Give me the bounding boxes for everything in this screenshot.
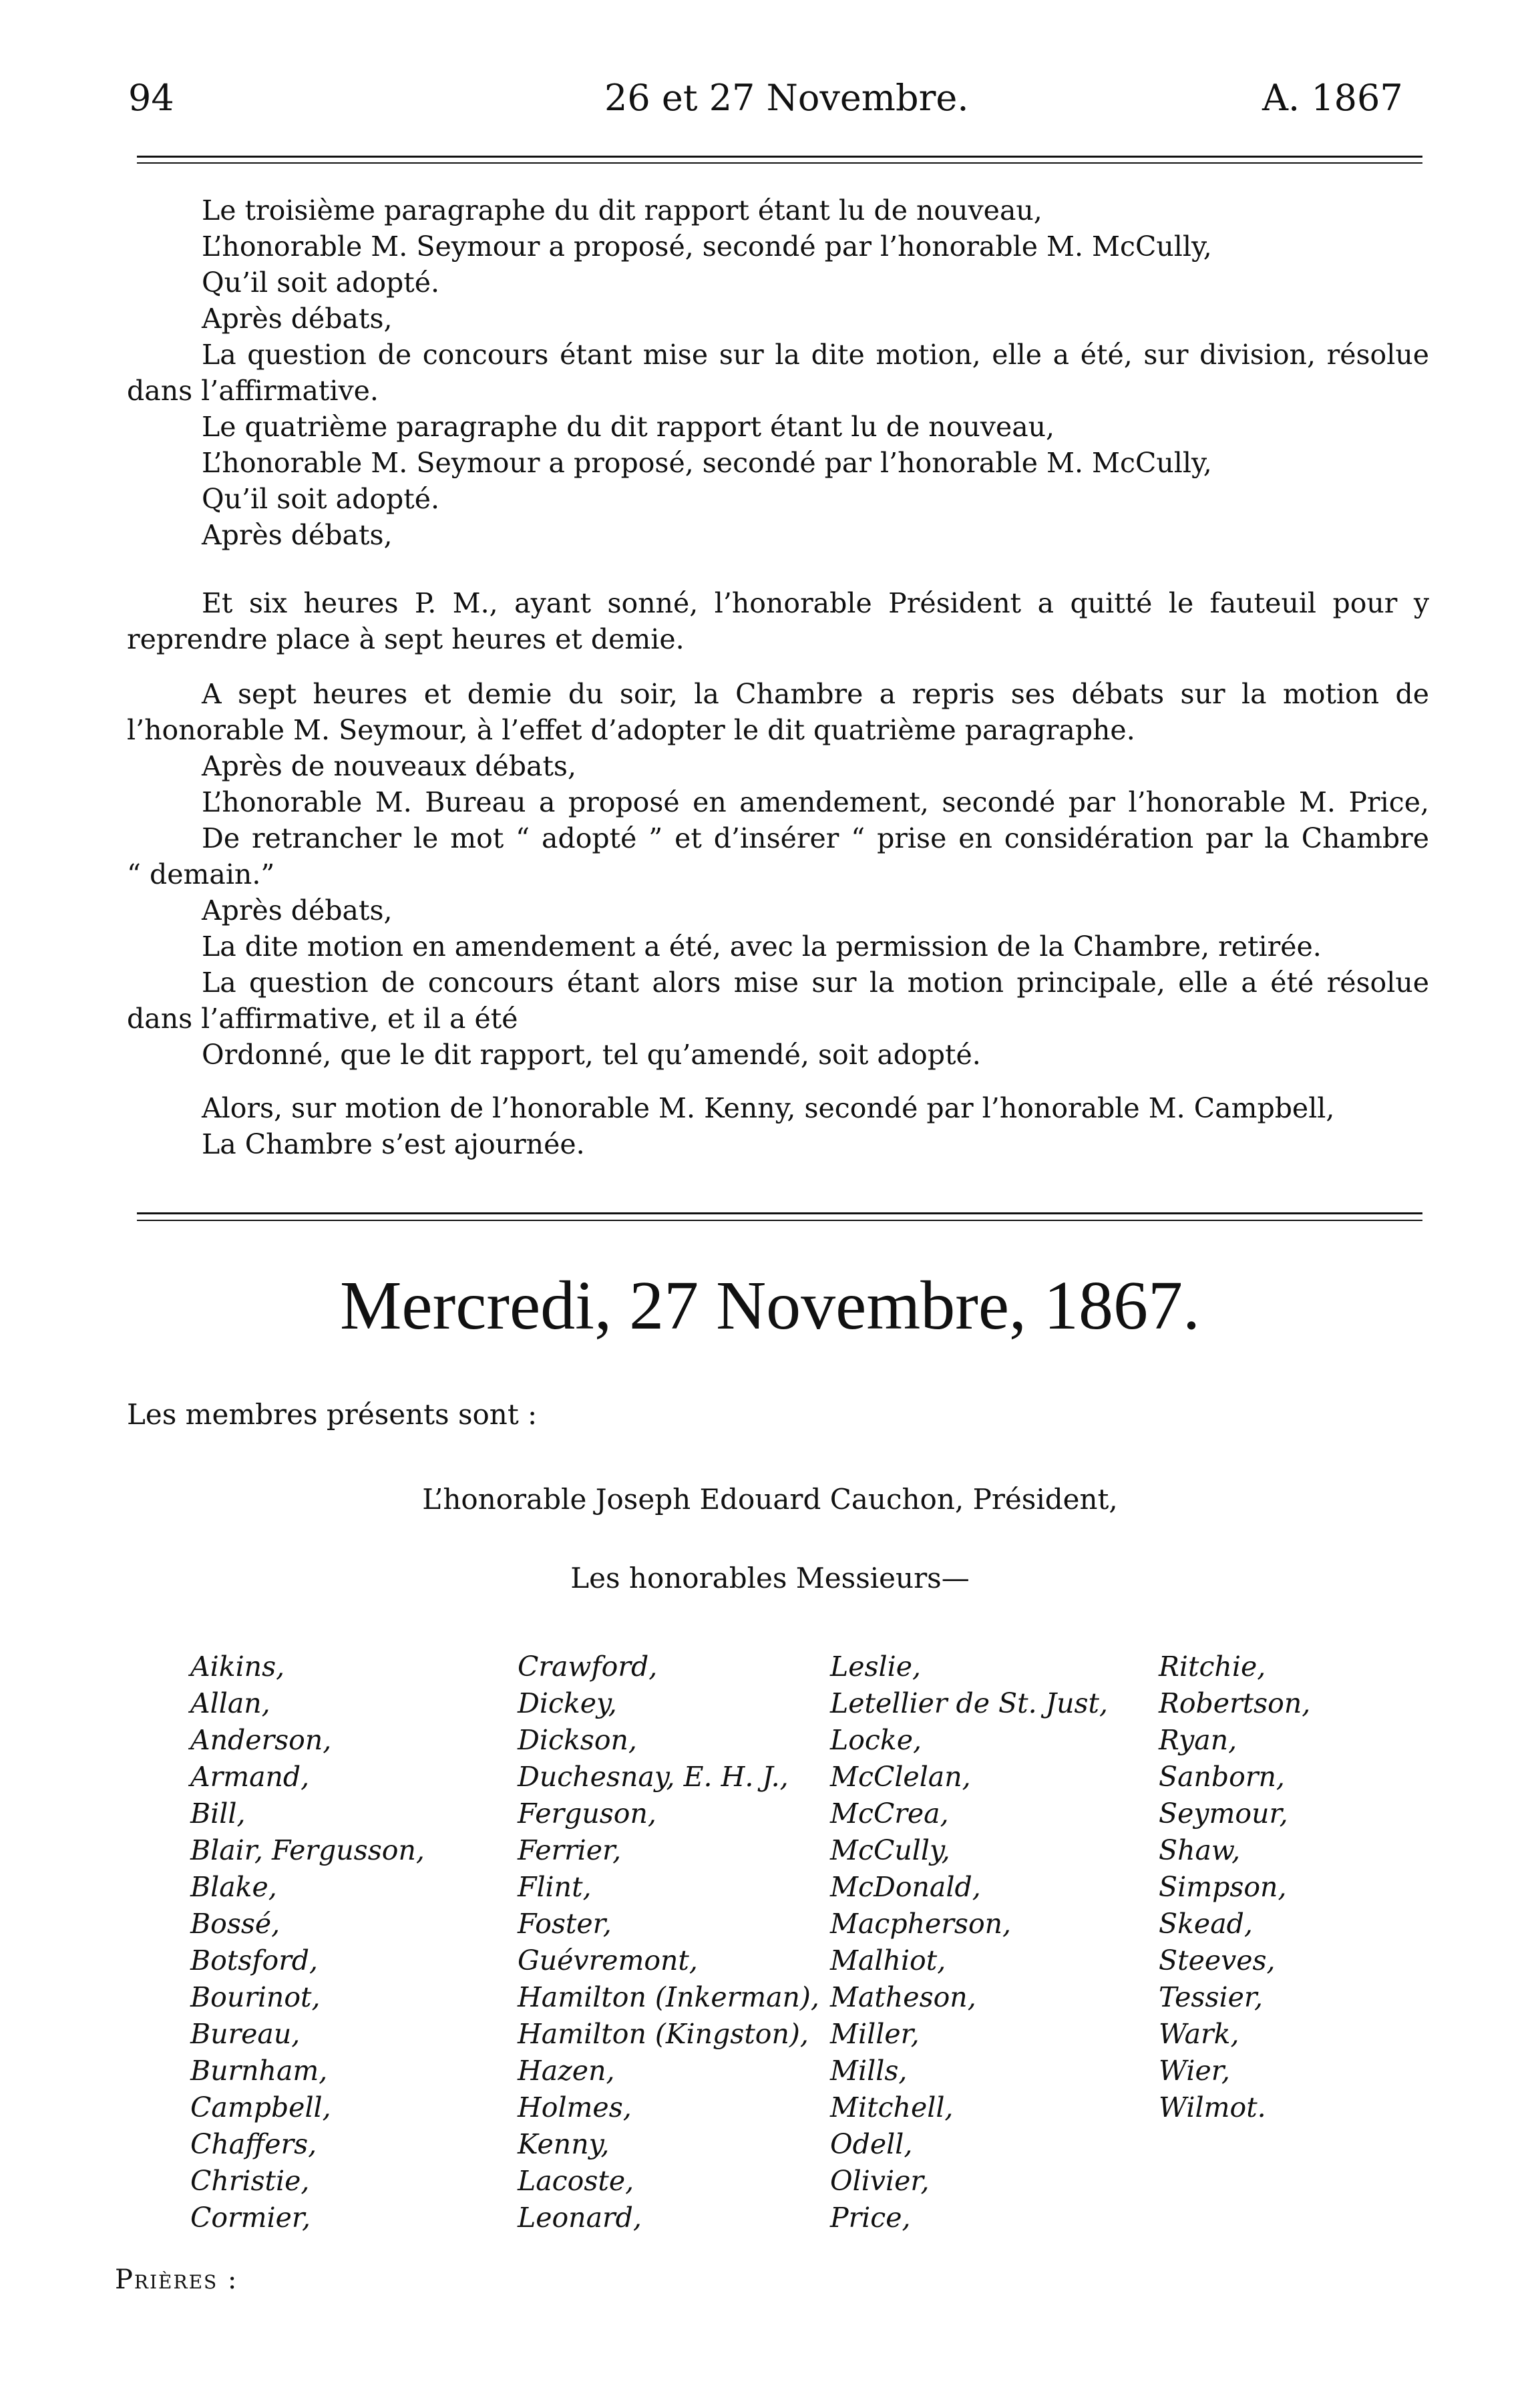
text-line: Et six heures P. M., ayant sonné, l’honorable Président a quitté le fauteuil pour y [202,587,1429,619]
member-name: Miller, [830,2018,920,2050]
member-name: Shaw, [1159,1834,1241,1866]
member-name: Campbell, [190,2091,331,2123]
section-rule-top [137,1212,1422,1214]
text-line: Ordonné, que le dit rapport, tel qu’amendé, soit adopté. [202,1039,981,1071]
member-name: Locke, [830,1724,922,1756]
member-name: Seymour, [1159,1797,1288,1830]
member-name: Flint, [518,1871,592,1903]
member-name: Odell, [830,2128,913,2160]
member-name: Bossé, [190,1908,280,1940]
text-line: Après débats, [202,894,393,926]
member-name: Mitchell, [830,2091,954,2123]
section-rule-bottom [137,1220,1422,1221]
member-name: Ritchie, [1159,1651,1266,1683]
member-name: Dickson, [518,1724,637,1756]
member-name: Lacoste, [518,2165,634,2197]
day-title: Mercredi, 27 Novembre, 1867. [339,1267,1201,1344]
member-name: Tessier, [1159,1981,1264,2013]
member-name: Kenny, [518,2128,610,2160]
member-name: Skead, [1159,1908,1253,1940]
member-name: Anderson, [190,1724,332,1756]
member-name: McClelan, [830,1761,971,1793]
text-line: La question de concours étant mise sur la dite motion, elle a été, sur division, résolue [202,339,1429,371]
header-date: 26 et 27 Novembre. [604,77,969,119]
member-name: Ferrier, [518,1834,622,1866]
text-line: De retrancher le mot “ adopté ” et d’insérer “ prise en considération par la Chambre [202,822,1429,854]
text-line: Alors, sur motion de l’honorable M. Kenny, secondé par l’honorable M. Campbell, [202,1092,1335,1124]
member-name: Ryan, [1159,1724,1237,1756]
members-column-3 [830,1649,1108,2236]
member-name: Malhiot, [830,1944,946,1977]
member-name: Chaffers, [190,2128,317,2160]
member-name: Crawford, [518,1651,658,1683]
text-line: La question de concours étant alors mise sur la motion principale, elle a été résolue [202,967,1429,999]
sept-heures-block [127,676,1429,1073]
text-line: Qu’il soit adopté. [202,267,440,299]
text-line: dans l’affirmative, et il a été [127,1003,518,1035]
member-name: McCully, [830,1834,950,1866]
member-name: Burnham, [190,2055,328,2087]
page-number: 94 [128,77,174,119]
member-name: Duchesnay, E. H. J., [518,1761,789,1793]
member-name: Leonard, [518,2202,642,2234]
text-line: L’honorable M. Seymour a proposé, secondé par l’honorable M. McCully, [202,230,1212,263]
members-intro: Les membres présents sont : [127,1398,538,1431]
text-line: L’honorable M. Bureau a proposé en amendement, secondé par l’honorable M. Price, [202,786,1429,818]
member-name: Foster, [518,1908,612,1940]
text-line: Après débats, [202,519,393,551]
member-name: Wark, [1159,2018,1239,2050]
member-name: Armand, [190,1761,310,1793]
member-name: Leslie, [830,1651,922,1683]
member-name: Sanborn, [1159,1761,1285,1793]
member-name: Botsford, [190,1944,319,1977]
members-column-4 [1159,1649,1310,2126]
member-name: Price, [830,2202,911,2234]
member-name: McCrea, [830,1797,949,1830]
member-name: Wier, [1159,2055,1230,2087]
member-name: McDonald, [830,1871,981,1903]
text-line: Le troisième paragraphe du dit rapport étant lu de nouveau, [202,194,1042,226]
member-name: Matheson, [830,1981,976,2013]
member-name: Christie, [190,2165,310,2197]
text-line: Après de nouveaux débats, [202,750,577,782]
member-name: Hamilton (Inkerman), [518,1981,819,2013]
text-line: dans l’affirmative. [127,375,379,407]
adjournment-block [127,1090,1429,1162]
member-name: Dickey, [518,1687,617,1719]
prayers-heading: Prières : [115,2264,238,2295]
header-rule-top [137,156,1422,158]
member-name: Steeves, [1159,1944,1276,1977]
members-column-2 [518,1649,819,2236]
member-name: Bureau, [190,2018,301,2050]
text-line: Le quatrième paragraphe du dit rapport étant lu de nouveau, [202,411,1055,443]
president-line: L’honorable Joseph Edouard Cauchon, Président, [422,1483,1118,1516]
member-name: Macpherson, [830,1908,1012,1940]
member-name: Robertson, [1159,1687,1311,1719]
member-name: Olivier, [830,2165,930,2197]
member-name: Simpson, [1159,1871,1287,1903]
member-name: Letellier de St. Just, [830,1687,1109,1719]
member-name: Blair, Fergusson, [190,1834,425,1866]
members-column-1 [190,1649,425,2236]
member-name: Bourinot, [190,1981,321,2013]
text-line: A sept heures et demie du soir, la Chambre a repris ses débats sur la motion de [202,678,1429,710]
member-name: Hamilton (Kingston), [518,2018,809,2050]
six-heures-block [127,585,1429,657]
member-name: Blake, [190,1871,277,1903]
proceedings-block [127,192,1429,553]
honorables-heading: Les honorables Messieurs— [570,1562,970,1594]
member-name: Holmes, [518,2091,632,2123]
text-line: La dite motion en amendement a été, avec la permission de la Chambre, retirée. [202,930,1322,963]
member-name: Aikins, [190,1651,285,1683]
header-year: A. 1867 [1262,77,1403,119]
member-name: Guévremont, [518,1944,698,1977]
text-line: l’honorable M. Seymour, à l’effet d’adopter le dit quatrième paragraphe. [127,714,1135,746]
member-name: Ferguson, [518,1797,656,1830]
member-name: Allan, [190,1687,270,1719]
header-rule-bottom [137,162,1422,164]
member-name: Wilmot. [1159,2091,1266,2123]
text-line: Qu’il soit adopté. [202,483,440,515]
member-name: Bill, [190,1797,246,1830]
text-line: La Chambre s’est ajournée. [202,1128,585,1160]
text-line: L’honorable M. Seymour a proposé, secondé par l’honorable M. McCully, [202,447,1212,479]
text-line: Après débats, [202,303,393,335]
text-line: “ demain.” [127,858,275,890]
member-name: Mills, [830,2055,908,2087]
text-line: reprendre place à sept heures et demie. [127,623,685,655]
member-name: Cormier, [190,2202,311,2234]
member-name: Hazen, [518,2055,615,2087]
